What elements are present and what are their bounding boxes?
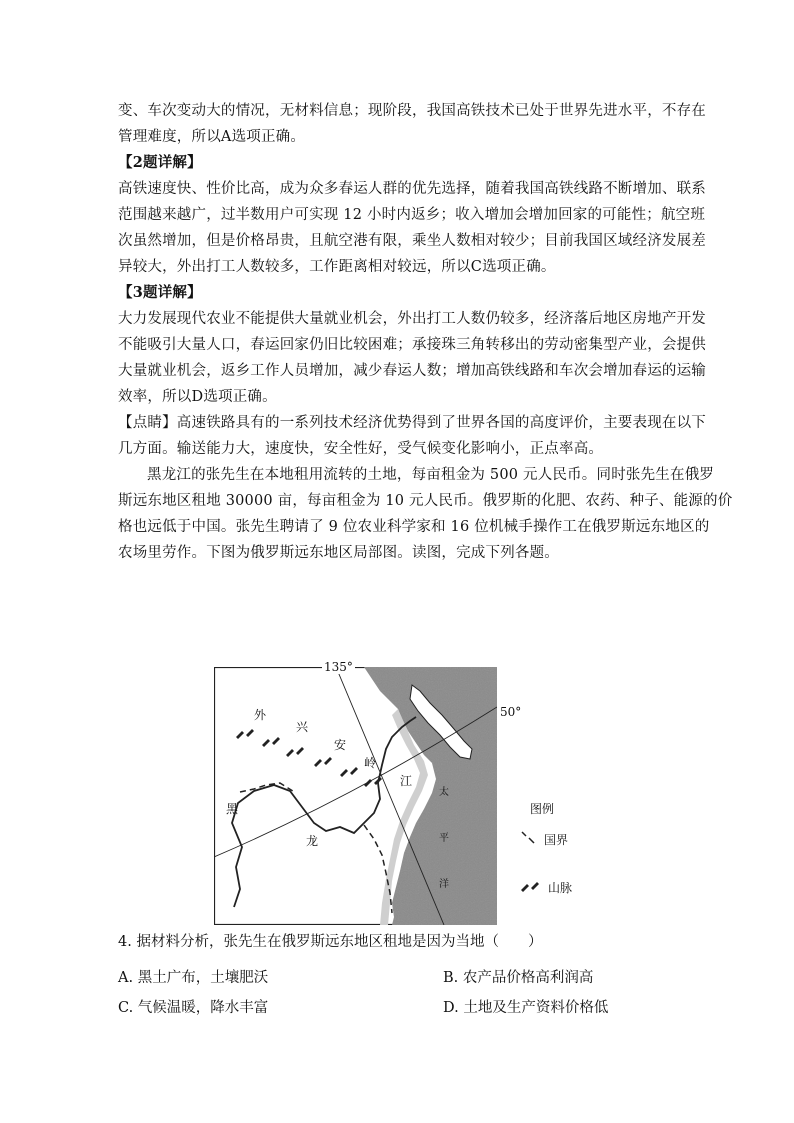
option-d[interactable]: D. 土地及生产资料价格低 <box>443 1000 609 1016</box>
range-label: 外 <box>254 708 267 722</box>
text-line: 大量就业机会，返乡工作人员增加，减少春运人数；增加高铁线路和车次会增加春运的运输 <box>118 363 706 379</box>
text-line: 范围越来越广，过半数用户可实现 12 小时内返乡；收入增加会增加回家的可能性；航空班 <box>118 207 706 223</box>
mountain-legend-icon <box>520 878 542 895</box>
text-line: 变、车次变动大的情况，无材料信息；现阶段，我国高铁技术已处于世界先进水平，不存在 <box>118 103 706 119</box>
longitude-label: 135° <box>324 660 353 674</box>
range-label: 兴 <box>296 720 309 734</box>
passage-line: 黑龙江的张先生在本地租用流转的土地，每亩租金为 500 元人民币。同时张先生在俄罗 <box>147 467 715 483</box>
option-b[interactable]: B. 农产品价格高利润高 <box>443 970 594 986</box>
ocean-label: 平 <box>439 833 449 844</box>
passage-line: 斯远东地区租地 30000 亩，每亩租金为 10 元人民币。俄罗斯的化肥、农药、种子、能源的价 <box>118 493 733 509</box>
range-label: 岭 <box>364 756 377 770</box>
text-line: 异较大，外出打工人数较多，工作距离相对较远，所以C选项正确。 <box>118 259 556 275</box>
passage-line: 格也远低于中国。张先生聘请了 9 位农业科学家和 16 位机械手操作工在俄罗斯远东地区的 <box>118 519 710 535</box>
text-body <box>118 98 733 566</box>
legend-border-label: 国界 <box>544 833 569 847</box>
ocean-label: 洋 <box>439 879 449 890</box>
far-east-map <box>214 667 497 925</box>
legend-title: 图例 <box>530 802 555 816</box>
section-heading: 【2题详解】 <box>118 154 202 171</box>
tip-line: 【点睛】高速铁路具有的一系列技术经济优势得到了世界各国的高度评价，主要表现在以下 <box>118 415 706 431</box>
text-line: 效率，所以D选项正确。 <box>118 389 277 405</box>
legend-mountain-label: 山脉 <box>548 881 573 895</box>
river-label: 龙 <box>306 834 319 848</box>
section-heading: 【3题详解】 <box>118 284 202 301</box>
ocean-label: 太 <box>439 787 449 798</box>
option-a[interactable]: A. 黑土广布，土壤肥沃 <box>118 970 269 986</box>
range-label: 安 <box>334 738 347 752</box>
border-legend-icon <box>520 830 538 847</box>
river-label: 黑 <box>226 802 239 816</box>
option-c[interactable]: C. 气候温暖，降水丰富 <box>118 1000 269 1016</box>
river-label: 江 <box>400 774 413 788</box>
text-line: 高铁速度快、性价比高，成为众多春运人群的优先选择，随着我国高铁线路不断增加、联系 <box>118 181 706 197</box>
passage-line: 农场里劳作。下图为俄罗斯远东地区局部图。读图，完成下列各题。 <box>118 545 559 561</box>
text-line: 不能吸引大量人口，春运回家仍旧比较困难；承接珠三角转移出的劳动密集型产业，会提供 <box>118 337 706 353</box>
text-line: 次虽然增加，但是价格昂贵，且航空港有限，乘坐人数相对较少；目前我国区域经济发展差 <box>118 233 706 249</box>
latitude-label: 50° <box>500 705 522 719</box>
text-line: 管理难度，所以A选项正确。 <box>118 129 306 145</box>
question-stem: 4. 据材料分析，张先生在俄罗斯远东地区租地是因为当地（ ） <box>118 934 543 950</box>
text-line: 大力发展现代农业不能提供大量就业机会，外出打工人数仍较多，经济落后地区房地产开发 <box>118 311 706 327</box>
text-line: 几方面。输送能力大，速度快，安全性好，受气候变化影响小，正点率高。 <box>118 441 604 457</box>
